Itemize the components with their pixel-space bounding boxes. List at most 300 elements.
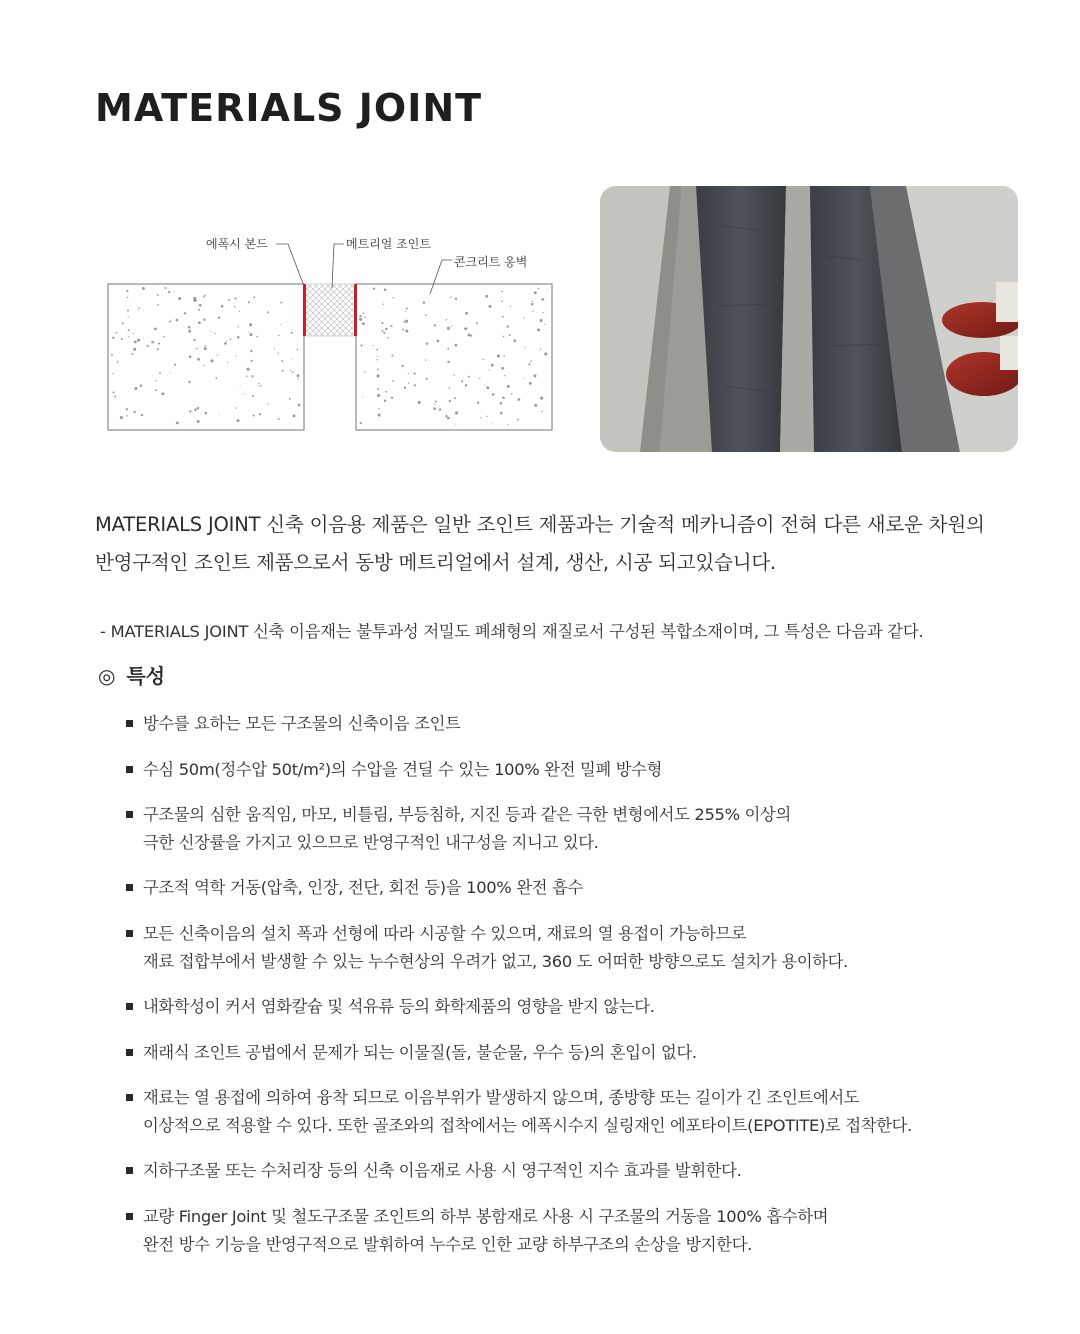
concrete-speckle xyxy=(378,408,380,410)
concrete-speckle xyxy=(376,359,378,361)
concrete-speckle xyxy=(226,340,227,341)
concrete-speckle xyxy=(480,417,481,418)
concrete-speckle xyxy=(547,289,548,290)
concrete-speckle xyxy=(161,392,164,395)
installation-photo xyxy=(600,186,1018,452)
concrete-speckle xyxy=(447,417,450,420)
concrete-speckle xyxy=(541,298,544,301)
concrete-speckle xyxy=(534,291,537,294)
concrete-speckle xyxy=(426,378,428,380)
concrete-speckle xyxy=(189,355,192,358)
square-bullet-icon xyxy=(126,1213,133,1220)
concrete-speckle xyxy=(391,397,393,399)
concrete-speckle xyxy=(468,333,471,336)
concrete-speckle xyxy=(128,336,129,337)
concrete-speckle xyxy=(281,360,283,362)
concrete-speckle xyxy=(184,312,186,314)
concrete-speckle xyxy=(274,348,275,349)
concrete-speckle xyxy=(256,336,258,338)
leader-joint xyxy=(332,244,344,288)
concrete-speckle xyxy=(120,416,123,419)
concrete-speckle xyxy=(211,331,212,332)
features-heading xyxy=(98,660,165,689)
feature-item: 지하구조물 또는 수처리장 등의 신축 이음재로 사용 시 영구적인 지수 효과를 발휘한다. xyxy=(125,1157,741,1185)
concrete-speckle xyxy=(360,422,362,424)
concrete-speckle xyxy=(531,303,534,306)
concrete-speckle xyxy=(126,408,128,410)
concrete-speckle xyxy=(121,338,123,340)
concrete-speckle xyxy=(205,345,207,347)
concrete-speckle xyxy=(155,389,157,391)
concrete-speckle xyxy=(461,380,463,382)
concrete-speckle xyxy=(237,336,240,339)
concrete-speckle xyxy=(251,360,253,362)
feature-item: 내화학성이 커서 염화칼슘 및 석유류 등의 화학제품의 영향을 받지 않는다. xyxy=(125,993,655,1021)
concrete-speckle xyxy=(268,404,269,405)
concrete-speckle xyxy=(292,371,294,373)
concrete-speckle xyxy=(532,301,533,302)
concrete-speckle xyxy=(203,296,205,298)
concrete-speckle xyxy=(290,370,291,371)
concrete-speckle xyxy=(540,348,541,349)
concrete-speckle xyxy=(230,338,232,340)
page-title: MATERIALS JOINT xyxy=(95,86,483,130)
concrete-speckle xyxy=(382,330,384,332)
concrete-speckle xyxy=(218,317,220,319)
concrete-speckle xyxy=(362,397,363,398)
intro-paragraph xyxy=(95,506,1035,582)
square-bullet-icon xyxy=(126,1003,133,1010)
square-bullet-icon xyxy=(126,1049,133,1056)
concrete-speckle xyxy=(405,310,406,311)
concrete-speckle xyxy=(503,336,505,338)
concrete-speckle xyxy=(449,400,451,402)
intro-line-2: 반영구적인 조인트 제품으로서 동방 메트리얼에서 설계, 생산, 시공 되고있습니다. xyxy=(95,551,777,574)
concrete-speckle xyxy=(126,415,128,417)
concrete-speckle xyxy=(249,333,252,336)
concrete-speckle xyxy=(163,336,165,338)
concrete-block-right xyxy=(356,284,552,430)
concrete-speckle xyxy=(403,321,405,323)
concrete-speckle xyxy=(133,411,135,413)
concrete-speckle xyxy=(204,348,206,350)
square-bullet-icon xyxy=(126,930,133,937)
concrete-speckle xyxy=(372,345,373,346)
concrete-speckle xyxy=(451,326,452,327)
concrete-speckle xyxy=(174,364,176,366)
label-concrete-wall: 콘크리트 옹벽 xyxy=(454,255,528,269)
concrete-speckle xyxy=(141,414,143,416)
concrete-speckle xyxy=(445,415,447,417)
concrete-speckle xyxy=(188,330,191,333)
feature-item: 구조적 역학 거동(압축, 인장, 전단, 회전 등)을 100% 완전 흡수 xyxy=(125,874,583,902)
concrete-speckle xyxy=(188,326,191,329)
concrete-speckle xyxy=(251,375,253,377)
concrete-speckle xyxy=(501,367,504,370)
concrete-speckle xyxy=(487,416,488,417)
concrete-speckle xyxy=(277,352,279,354)
concrete-speckle xyxy=(492,393,495,396)
concrete-speckle xyxy=(455,298,457,300)
concrete-speckle xyxy=(510,306,511,307)
concrete-speckle xyxy=(425,314,427,316)
concrete-speckle xyxy=(504,375,505,376)
concrete-speckle xyxy=(227,362,228,363)
concrete-speckle xyxy=(189,410,191,412)
concrete-speckle xyxy=(235,407,237,409)
concrete-speckle xyxy=(239,311,240,312)
concrete-speckle xyxy=(502,316,504,318)
concrete-speckle xyxy=(174,291,175,292)
concrete-speckle xyxy=(140,384,143,387)
concrete-speckle xyxy=(158,342,160,344)
concrete-speckle xyxy=(537,328,540,331)
concrete-speckle xyxy=(298,378,299,379)
concrete-speckle xyxy=(479,378,480,379)
concrete-speckle xyxy=(169,320,171,322)
concrete-speckle xyxy=(360,344,362,346)
concrete-speckle xyxy=(455,424,456,425)
concrete-speckle xyxy=(532,310,533,311)
concrete-speckle xyxy=(111,354,113,356)
concrete-speckle xyxy=(221,305,224,308)
concrete-speckle xyxy=(381,322,383,324)
concrete-speckle xyxy=(363,312,365,314)
concrete-speckle xyxy=(383,304,384,305)
square-bullet-icon xyxy=(126,720,133,727)
concrete-speckle xyxy=(446,319,448,321)
concrete-speckle xyxy=(538,287,540,289)
concrete-speckle xyxy=(250,350,252,352)
concrete-speckle xyxy=(137,339,140,342)
double-circle-icon: ◎ xyxy=(98,664,116,688)
concrete-speckle xyxy=(116,332,118,334)
concrete-speckle xyxy=(157,348,159,350)
concrete-speckle xyxy=(176,422,179,425)
concrete-speckle xyxy=(260,385,262,387)
concrete-speckle xyxy=(434,404,435,405)
concrete-speckle xyxy=(142,287,145,290)
concrete-speckle xyxy=(253,415,255,417)
concrete-speckle xyxy=(385,328,387,330)
concrete-speckle xyxy=(215,377,217,379)
concrete-speckle xyxy=(500,402,503,405)
concrete-speckle xyxy=(511,393,513,395)
concrete-speckle xyxy=(376,349,378,351)
concrete-speckle xyxy=(449,387,451,389)
square-bullet-icon xyxy=(126,1094,133,1101)
concrete-speckle xyxy=(112,337,114,339)
square-bullet-icon xyxy=(126,884,133,891)
concrete-speckle xyxy=(198,321,201,324)
concrete-speckle xyxy=(211,359,214,362)
concrete-speckle xyxy=(437,340,440,343)
concrete-speckle xyxy=(466,328,467,329)
concrete-speckle xyxy=(197,420,200,423)
concrete-speckle xyxy=(268,311,269,312)
concrete-speckle xyxy=(404,387,406,389)
feature-item: 구조물의 심한 움직임, 마모, 비틀림, 부등침하, 지진 등과 같은 극한 변형에서도 255% 이상의 극한 신장률을 가지고 있으므로 반영구적인 내구성을 지니고 있다. xyxy=(125,801,791,857)
concrete-speckle xyxy=(278,335,280,337)
feature-item: 교량 Finger Joint 및 철도구조물 조인트의 하부 봉함재로 사용 시 구조물의 거동을 100% 흡수하며 완전 방수 기능을 반영구적으로 발휘하여 누수로 인한 교량 하부구조의 손상을 방지한다. xyxy=(125,1203,828,1259)
concrete-speckle xyxy=(524,317,525,318)
concrete-speckle xyxy=(234,306,236,308)
concrete-speckle xyxy=(402,329,404,331)
concrete-speckle xyxy=(387,337,389,339)
concrete-speckle xyxy=(282,370,284,372)
concrete-speckle xyxy=(198,309,200,311)
concrete-speckle xyxy=(203,319,205,321)
concrete-speckle xyxy=(377,356,378,357)
concrete-speckle xyxy=(214,333,215,334)
concrete-speckle xyxy=(359,315,361,317)
concrete-speckle xyxy=(529,382,532,385)
epoxy-bond-right xyxy=(354,284,357,336)
concrete-speckle xyxy=(132,353,134,355)
concrete-speckle xyxy=(418,401,421,404)
concrete-speckle xyxy=(413,372,415,374)
concrete-speckle xyxy=(365,371,366,372)
leader-epoxy xyxy=(276,244,304,286)
concrete-speckle xyxy=(376,374,379,377)
concrete-speckle xyxy=(238,326,239,327)
concrete-speckle xyxy=(267,312,269,314)
concrete-speckle xyxy=(297,374,300,377)
concrete-speckle xyxy=(253,296,255,298)
concrete-speckle xyxy=(126,290,128,292)
square-bullet-icon xyxy=(126,766,133,773)
concrete-speckle xyxy=(217,355,218,356)
concrete-speckle xyxy=(489,305,492,308)
concrete-speckle xyxy=(134,387,137,390)
concrete-speckle xyxy=(176,319,179,322)
concrete-speckle xyxy=(194,409,197,412)
joint-material xyxy=(305,284,355,336)
concrete-speckle xyxy=(501,291,503,293)
concrete-speckle xyxy=(164,287,166,289)
concrete-speckle xyxy=(540,319,543,322)
concrete-speckle xyxy=(530,361,532,363)
concrete-speckle xyxy=(528,363,530,365)
concrete-speckle xyxy=(489,370,490,371)
concrete-speckle xyxy=(157,294,159,296)
concrete-speckle xyxy=(178,297,181,300)
concrete-speckle xyxy=(506,325,508,327)
label-materials-joint: 메트리얼 조인트 xyxy=(346,237,431,251)
concrete-speckle xyxy=(483,359,484,360)
concrete-speckle xyxy=(204,294,206,296)
concrete-speckle xyxy=(447,361,449,363)
concrete-speckle xyxy=(435,401,437,403)
concrete-speckle xyxy=(464,327,467,330)
concrete-speckle xyxy=(425,359,427,361)
concrete-speckle xyxy=(533,374,536,377)
concrete-speckle xyxy=(497,354,500,357)
concrete-speckle xyxy=(198,407,199,408)
concrete-speckle xyxy=(112,373,113,374)
concrete-speckle xyxy=(259,413,261,415)
concrete-speckle xyxy=(385,391,387,393)
features-heading-text: 특성 xyxy=(126,664,166,688)
feature-item: 방수를 요하는 모든 구조물의 신축이음 조인트 xyxy=(125,710,461,738)
concrete-speckle xyxy=(477,402,479,404)
concrete-speckle xyxy=(517,419,519,421)
concrete-speckle xyxy=(405,320,408,323)
concrete-speckle xyxy=(393,297,394,298)
concrete-speckle xyxy=(236,355,237,356)
concrete-speckle xyxy=(454,375,455,376)
concrete-block-left xyxy=(108,284,304,430)
concrete-speckle xyxy=(278,418,280,420)
concrete-speckle xyxy=(359,318,362,321)
concrete-speckle xyxy=(476,322,478,324)
concrete-speckle xyxy=(205,412,208,415)
concrete-speckle xyxy=(378,414,381,417)
concrete-speckle xyxy=(501,300,503,302)
square-bullet-icon xyxy=(126,811,133,818)
concrete-speckle xyxy=(486,386,489,389)
concrete-speckle xyxy=(384,399,386,401)
concrete-speckle xyxy=(159,372,161,374)
concrete-speckle xyxy=(237,419,240,422)
concrete-speckle xyxy=(518,398,521,401)
concrete-speckle xyxy=(491,364,494,367)
concrete-speckle xyxy=(465,384,468,387)
concrete-speckle xyxy=(485,385,486,386)
concrete-speckle xyxy=(137,310,138,311)
concrete-speckle xyxy=(219,414,220,415)
concrete-speckle xyxy=(122,322,124,324)
concrete-speckle xyxy=(224,342,227,345)
concrete-speckle xyxy=(199,304,202,307)
concrete-speckle xyxy=(249,323,252,326)
concrete-speckle xyxy=(465,312,468,315)
concrete-speckle xyxy=(408,383,409,384)
concrete-speckle xyxy=(117,361,119,363)
concrete-speckle xyxy=(240,385,241,386)
concrete-speckle xyxy=(502,397,505,400)
concrete-speckle xyxy=(378,388,380,390)
concrete-speckle xyxy=(523,378,524,379)
concrete-speckle xyxy=(247,368,250,371)
concrete-speckle xyxy=(541,411,543,413)
concrete-speckle xyxy=(291,332,293,334)
concrete-speckle xyxy=(193,297,196,300)
concrete-speckle xyxy=(156,380,157,381)
feature-item: 재료는 열 용접에 의하여 융착 되므로 이음부위가 발생하지 않으며, 종방향 또는 길이가 긴 조인트에서도 이상적으로 적용할 수 있다. 또한 골조와의 접착에서는 에폭시수지 실링재인 에포타이트(EPOTITE)로 접착한다. xyxy=(125,1084,912,1140)
concrete-speckle xyxy=(544,324,545,325)
concrete-speckle xyxy=(243,393,244,394)
concrete-speckle xyxy=(289,398,291,400)
intro-line-1: MATERIALS JOINT 신축 이음용 제품은 일반 조인트 제품과는 기술적 메카니즘이 전혀 다른 새로운 차원의 xyxy=(95,513,985,536)
concrete-speckle xyxy=(401,365,403,367)
concrete-speckle xyxy=(133,348,136,351)
concrete-speckle xyxy=(170,372,171,373)
concrete-speckle xyxy=(455,344,458,347)
concrete-speckle xyxy=(196,348,198,350)
concrete-speckle xyxy=(439,408,441,410)
concrete-speckle xyxy=(197,358,200,361)
concrete-speckle xyxy=(377,394,380,397)
concrete-speckle xyxy=(544,352,547,355)
concrete-speckle xyxy=(423,301,426,304)
concrete-speckle xyxy=(292,358,293,359)
concrete-speckle xyxy=(390,325,392,327)
concrete-speckle xyxy=(248,301,250,303)
concrete-speckle xyxy=(377,369,379,371)
concrete-speckle xyxy=(128,316,129,317)
concrete-speckle xyxy=(127,297,128,298)
concrete-speckle xyxy=(258,383,259,384)
concrete-speckle xyxy=(543,312,544,313)
concrete-speckle xyxy=(204,365,205,366)
concrete-speckle xyxy=(373,288,375,290)
concrete-speckle xyxy=(188,381,190,383)
concrete-speckle xyxy=(228,299,230,301)
feature-item: 모든 신축이음의 설치 폭과 선형에 따라 시공할 수 있으며, 재료의 열 용접이 가능하므로 재료 접합부에서 발생할 수 있는 누수현상의 우려가 없고, 360 도 어떠한 방향으로도 설치가 용이하다. xyxy=(125,920,848,976)
concrete-speckle xyxy=(252,395,254,397)
concrete-speckle xyxy=(450,297,451,298)
concrete-speckle xyxy=(297,349,299,351)
concrete-speckle xyxy=(168,291,170,293)
concrete-speckle xyxy=(194,339,196,341)
concrete-speckle xyxy=(153,341,154,342)
concrete-speckle xyxy=(426,342,428,344)
concrete-speckle xyxy=(383,332,385,334)
concrete-speckle xyxy=(447,327,450,330)
concrete-speckle xyxy=(235,298,237,300)
concrete-speckle xyxy=(534,404,537,407)
concrete-speckle xyxy=(362,322,365,325)
concrete-speckle xyxy=(133,333,134,334)
concrete-speckle xyxy=(454,397,456,399)
concrete-speckle xyxy=(384,288,387,291)
square-bullet-icon xyxy=(126,1167,133,1174)
concrete-speckle xyxy=(138,307,140,309)
feature-item: 재래식 조인트 공법에서 문제가 되는 이물질(돌, 불순물, 우수 등)의 혼입이 없다. xyxy=(125,1039,697,1067)
concrete-speckle xyxy=(503,355,505,357)
concrete-speckle xyxy=(146,345,148,347)
concrete-speckle xyxy=(408,373,409,374)
concrete-speckle xyxy=(492,423,493,424)
concrete-speckle xyxy=(293,414,296,417)
concrete-speckle xyxy=(280,302,282,304)
concrete-speckle xyxy=(455,411,458,414)
concrete-speckle xyxy=(127,309,129,311)
concrete-speckle xyxy=(468,376,470,378)
concrete-speckle xyxy=(406,307,408,309)
concrete-speckle xyxy=(154,328,157,331)
feature-item: 수심 50m(정수압 50t/m²)의 수압을 견딜 수 있는 100% 완전 밀폐 방수형 xyxy=(125,756,662,784)
concrete-speckle xyxy=(364,317,366,319)
concrete-speckle xyxy=(280,324,281,325)
concrete-speckle xyxy=(114,396,116,398)
concrete-speckle xyxy=(134,340,137,343)
joint-cross-section-diagram xyxy=(100,226,560,436)
concrete-speckle xyxy=(447,348,449,350)
epoxy-bond-left xyxy=(303,284,306,336)
concrete-speckle xyxy=(433,407,436,410)
concrete-speckle xyxy=(248,332,249,333)
concrete-speckle xyxy=(246,375,248,377)
concrete-speckle xyxy=(405,329,408,332)
concrete-speckle xyxy=(391,355,393,357)
concrete-speckle xyxy=(392,380,394,382)
concrete-speckle xyxy=(113,391,115,393)
concrete-speckle xyxy=(507,424,508,425)
concrete-speckle xyxy=(151,341,154,344)
concrete-speckle xyxy=(525,347,526,348)
